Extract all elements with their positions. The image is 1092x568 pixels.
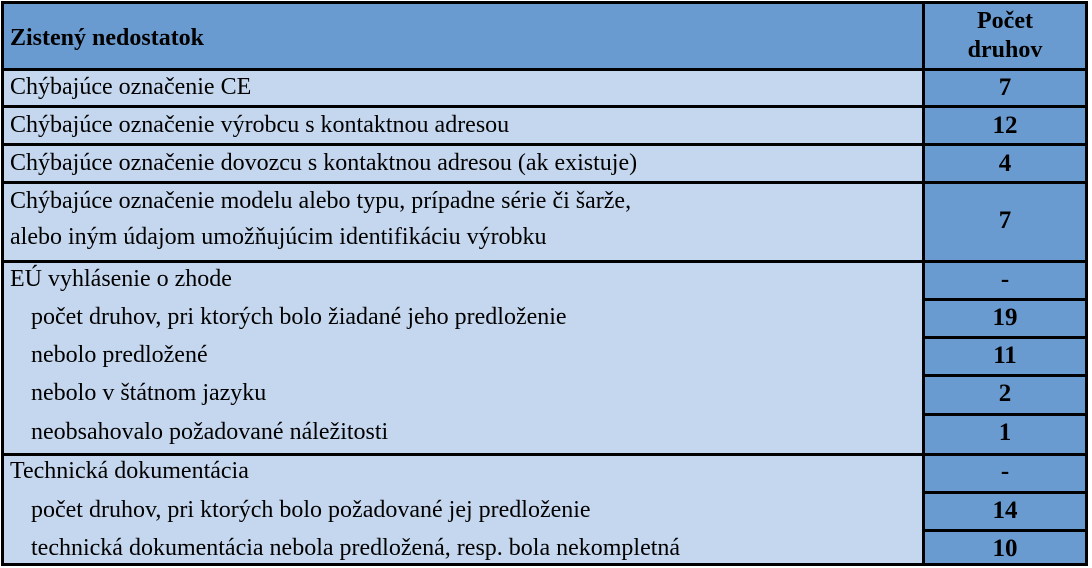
row-label-tech-doc: Technická dokumentácia xyxy=(10,458,249,484)
row-label-manufacturer: Chýbajúce označenie výrobcu s kontaktnou adresou xyxy=(10,112,510,138)
row-value-eu-language: 2 xyxy=(998,380,1012,407)
row-label-ce: Chýbajúce označenie CE xyxy=(10,74,252,100)
header-count xyxy=(925,7,1085,65)
row-label-eu-language: nebolo v štátnom jazyku xyxy=(31,380,267,406)
row-divider xyxy=(4,181,1085,184)
row-divider xyxy=(925,336,1085,339)
row-label-eu-declaration: EÚ vyhlásenie o zhode xyxy=(10,266,232,292)
row-value-manufacturer: 12 xyxy=(992,112,1018,139)
row-label-tech-incomplete: technická dokumentácia nebola predložená, resp. bola nekompletná xyxy=(31,535,681,561)
row-value-tech-requested: 14 xyxy=(992,497,1018,524)
row-label-model-line2: alebo iným údajom umožňujúcim identifikáciu výrobku xyxy=(10,224,547,250)
row-divider xyxy=(925,298,1085,301)
row-divider xyxy=(4,260,1085,263)
row-value-eu-not-submitted: 11 xyxy=(993,342,1017,369)
row-divider xyxy=(925,413,1085,416)
header-count-line2: druhov xyxy=(967,37,1043,63)
row-divider xyxy=(925,374,1085,377)
row-value-eu-requirements: 1 xyxy=(998,419,1012,446)
row-label-model-line1: Chýbajúce označenie modelu alebo typu, prípadne série či šarže, xyxy=(10,188,632,214)
deficiency-table xyxy=(1,1,1088,566)
row-label-tech-requested: počet druhov, pri ktorých bolo požadované jej predloženie xyxy=(31,497,591,523)
row-value-tech-incomplete: 10 xyxy=(992,535,1018,562)
row-divider xyxy=(4,68,1085,71)
row-label-eu-requirements: neobsahovalo požadované náležitosti xyxy=(31,419,389,445)
row-value-model: 7 xyxy=(998,207,1012,234)
row-divider xyxy=(4,105,1085,108)
row-divider xyxy=(4,143,1085,146)
row-value-ce: 7 xyxy=(998,74,1012,101)
row-label-importer: Chýbajúce označenie dovozcu s kontaktnou adresou (ak existuje) xyxy=(10,150,638,176)
row-divider xyxy=(925,529,1085,532)
row-label-eu-not-submitted: nebolo predložené xyxy=(31,342,208,368)
row-value-eu-requested: 19 xyxy=(992,304,1018,331)
row-value-tech-doc: - xyxy=(1000,458,1010,485)
row-value-importer: 4 xyxy=(998,150,1012,177)
row-label-eu-requested: počet druhov, pri ktorých bolo žiadané jeho predloženie xyxy=(31,304,567,330)
row-value-eu-declaration: - xyxy=(1000,266,1010,293)
row-divider xyxy=(925,491,1085,494)
row-divider xyxy=(4,453,1085,456)
header-count-line1: Počet xyxy=(977,8,1033,34)
header-deficiency: Zistený nedostatok xyxy=(10,25,205,51)
